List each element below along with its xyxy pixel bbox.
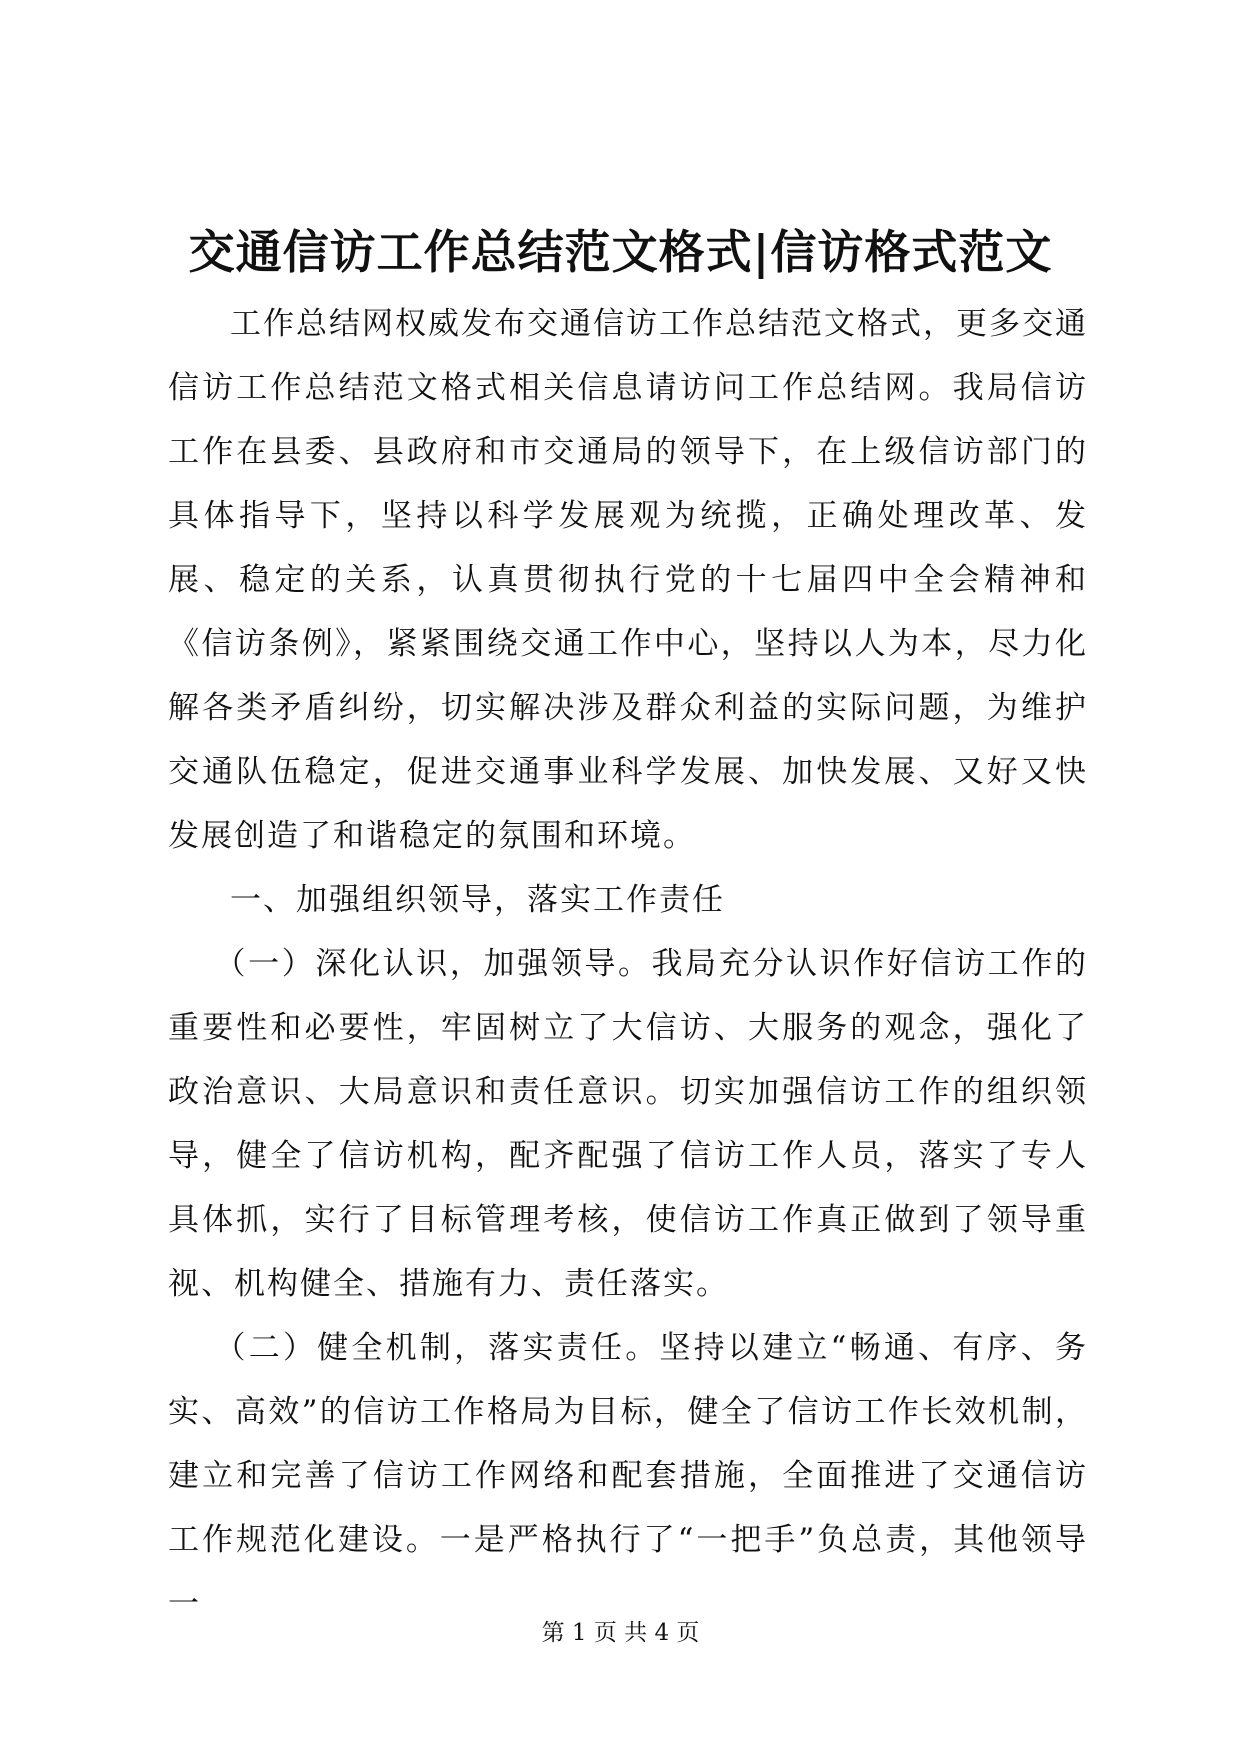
page-footer: 第 1 页 共 4 页 (541, 1620, 700, 1646)
section-heading: 一、加强组织领导，落实工作责任 (230, 882, 725, 918)
document-title: 交通信访工作总结范文格式|信访格式范文 (188, 225, 1053, 279)
paragraph-subsection-2: （二）健全机制，落实责任。坚持以建立“畅通、有序、务实、高效”的信访工作格局为目标，健全了信访工作长效机制，建立和完善了信访工作网络和配套措施，全面推进了交通信访工作规范化建设。一是严格执行了“一把手”负总责，其他领导一 (168, 1330, 1088, 1622)
paragraph-subsection-1: （一）深化认识，加强领导。我局充分认识作好信访工作的重要性和必要性，牢固树立了大信访、大服务的观念，强化了政治意识、大局意识和责任意识。切实加强信访工作的组织领导，健全了信访机构，配齐配强了信访工作人员，落实了专人具体抓，实行了目标管理考核，使信访工作真正做到了领导重视、机构健全、措施有力、责任落实。 (168, 946, 1088, 1302)
paragraph-intro: 工作总结网权威发布交通信访工作总结范文格式，更多交通信访工作总结范文格式相关信息请访问工作总结网。我局信访工作在县委、县政府和市交通局的领导下，在上级信访部门的具体指导下，坚持以科学发展观为统揽，正确处理改革、发展、稳定的关系，认真贯彻执行党的十七届四中全会精神和《信访条例》，紧紧围绕交通工作中心，坚持以人为本，尽力化解各类矛盾纠纷，切实解决涉及群众利益的实际问题，为维护交通队伍稳定，促进交通事业科学发展、加快发展、又好又快发展创造了和谐稳定的氛围和环境。 (168, 306, 1088, 854)
document-body (168, 292, 1088, 1636)
